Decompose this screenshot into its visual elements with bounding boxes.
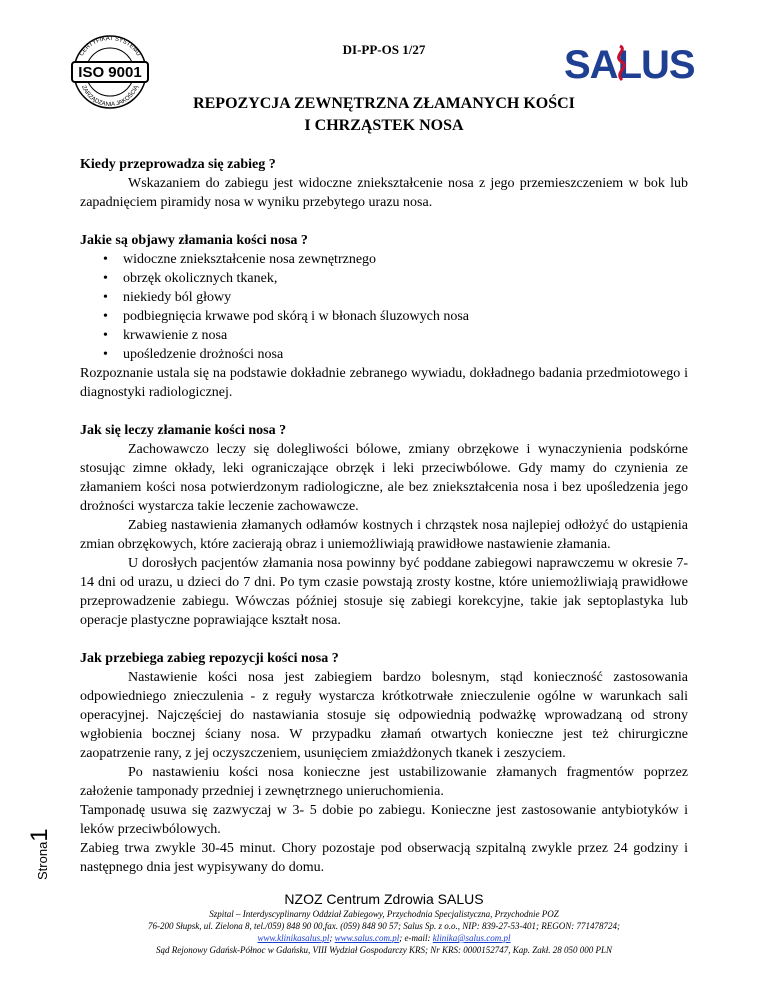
iso-ring-top: CERTYFIKAT SYSTEMU xyxy=(78,35,142,58)
list-item: • podbiegnięcia krwawe pod skórą i w błonach śluzowych nosa xyxy=(103,307,688,326)
footer-separator: ; xyxy=(329,933,335,943)
paragraph: Nastawienie kości nosa jest zabiegiem bardzo bolesnym, stąd konieczność zastosowania odpowiedniego znieczulenia - z reguły wystarcza krótkotrwałe znieczulenie ogólne w warunkach sali operacyjnej. Najczęściej do nastawiania stosuje się odpowiednią podważkę wprowadzaną od strony wgłobienia bocznej ściany nosa. W przypadku złamań otwartych konieczne jest też chirurgiczne zaopatrzenie rany, z jej oczyszczeniem, usunięciem zmiażdżonych tkanek i zeszyciem. xyxy=(80,670,688,761)
section-heading: Jakie są objawy złamania kości nosa ? xyxy=(80,233,308,248)
title-line-1: REPOZYCJA ZEWNĘTRZNA ZŁAMANYCH KOŚCI xyxy=(193,95,575,112)
list-item: • obrzęk okolicznych tkanek, xyxy=(103,269,688,288)
list-item: • niekiedy ból głowy xyxy=(103,288,688,307)
section-heading: Kiedy przeprowadza się zabieg ? xyxy=(80,157,276,172)
paragraph: U dorosłych pacjentów złamania nosa powinny być poddane zabiegowi naprawczemu w okresie 7-14 dni od urazu, u dzieci do 7 dni. Po tym czasie powstają zrosty kostne, które uniemożliwiają prawidłowe przeprowadzenie zabiegu. Wówczas później stosuje się zabiegi korekcyjne, takie jak septoplastyka lub operacje plastyczne poprawiające kształt nosa. xyxy=(80,556,688,628)
iso-main-label: ISO 9001 xyxy=(78,64,142,81)
page-number-label xyxy=(26,828,54,880)
symptoms-list xyxy=(80,250,688,364)
document-body xyxy=(80,155,688,896)
section-symptoms xyxy=(80,231,688,402)
salus-brand-text: SALUS xyxy=(564,43,695,86)
footer-line-4: Sąd Rejonowy Gdańsk-Północ w Gdańsku, VIII Wydział Gospodarczy KRS; Nr KRS: 0000152747, Kap. Zakł. 28 050 000 PLN xyxy=(155,945,613,955)
website-link-salus[interactable]: www.salus.com.pl xyxy=(334,933,400,943)
email-link[interactable]: klinika@salus.com.pl xyxy=(432,933,511,943)
list-item: • upośledzenie drożności nosa xyxy=(103,345,688,364)
footer-links-line xyxy=(0,932,768,944)
website-link-klinika[interactable]: www.klinikasalus.pl xyxy=(257,933,330,943)
section-heading: Jak przebiega zabieg repozycji kości nosa ? xyxy=(80,651,339,666)
document-code: DI-PP-OS 1/27 xyxy=(342,42,426,57)
paragraph: Zabieg nastawienia złamanych odłamów kostnych i chrząstek nosa najlepiej odłożyć do ustąpienia zmian obrzękowych, które zacierają obraz i uniemożliwiają prawidłowe nastawienie złamania. xyxy=(80,518,688,552)
footer-line-2: 76-200 Słupsk, ul. Zielona 8, tel./059) 848 90 00,fax. (059) 848 90 57; Salus Sp. z o.o., NIP: 839-27-53-401; REGON: 771478724; xyxy=(148,921,620,931)
list-item: • widoczne zniekształcenie nosa zewnętrznego xyxy=(103,250,688,269)
iso-ring-bottom: ZARZĄDZANIA JAKOŚCIĄ xyxy=(79,84,141,109)
document-footer xyxy=(0,890,768,956)
page-label-text: Strona xyxy=(35,841,50,880)
list-item: • krwawienie z nosa xyxy=(103,326,688,345)
paragraph: Zabieg trwa zwykle 30-45 minut. Chory pozostaje pod obserwacją szpitalną zwykle przez 24 godziny i następnego dnia jest wypisywany do domu. xyxy=(80,841,688,875)
footer-organization: NZOZ Centrum Zdrowia SALUS xyxy=(284,891,484,907)
footer-line-1: Szpital – Interdyscyplinarny Oddział Zabiegowy, Przychodnia Specjalistyczna, Przychodnie POZ xyxy=(209,909,559,919)
section-when xyxy=(80,155,688,212)
paragraph: Tamponadę usuwa się zazwyczaj w 3- 5 dobie po zabiegu. Konieczne jest zastosowanie antybiotyków i leków przeciwbólowych. xyxy=(80,803,688,837)
title-line-2: I CHRZĄSTEK NOSA xyxy=(304,117,464,134)
paragraph: Wskazaniem do zabiegu jest widoczne zniekształcenie nosa z jego przemieszczeniem w bok lub zapadnięciem piramidy nosa w wyniku przebytego urazu nosa. xyxy=(80,176,688,210)
paragraph: Zachowawczo leczy się dolegliwości bólowe, zmiany obrzękowe i wynaczynienia podskórne stosując zimne okłady, leki ograniczające obrzęk i leki przeciwbólowe. Gdy mamy do czynienia ze złamaniem kości nosa potwierdzonym radiologiczne, ale bez zniekształcenia nosa i bez upośledzenia jego drożności wystarcza takie leczenie zachowawcze. xyxy=(80,442,688,514)
page-number: 1 xyxy=(26,828,53,842)
salus-logo xyxy=(562,40,702,86)
paragraph: Rozpoznanie ustala się na podstawie dokładnie zebranego wywiadu, dokładnego badania przedmiotowego i diagnostyki radiologicznej. xyxy=(80,366,688,400)
paragraph: Po nastawieniu kości nosa konieczne jest ustabilizowanie złamanych fragmentów poprzez założenie tamponady przedniej i zewnętrznego unieruchomienia. xyxy=(80,765,688,799)
section-procedure xyxy=(80,649,688,877)
document-title xyxy=(0,93,768,137)
section-treatment xyxy=(80,421,688,630)
section-heading: Jak się leczy złamanie kości nosa ? xyxy=(80,423,287,438)
email-label: ; e-mail: xyxy=(399,933,433,943)
